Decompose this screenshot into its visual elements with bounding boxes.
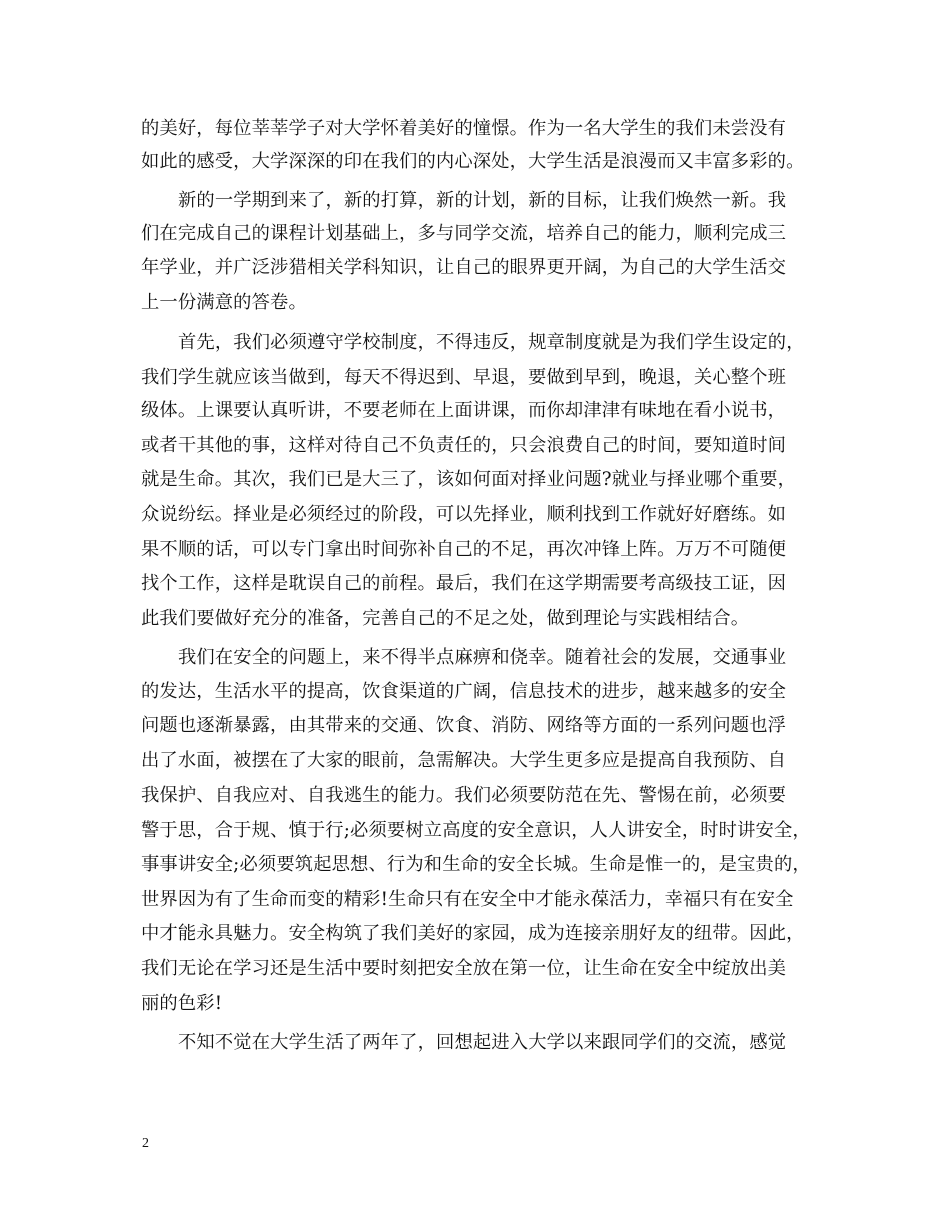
- text-line: 中才能永具魅力。安全构筑了我们美好的家园，成为连接亲朋好友的纽带。因此，: [141, 923, 805, 944]
- text-line: 就是生命。其次，我们已是大三了，该如何面对择业问题?就业与择业哪个重要，: [141, 469, 797, 490]
- text-line: 如此的感受，大学深深的印在我们的内心深处，大学生活是浪漫而又丰富多彩的。: [141, 151, 805, 172]
- text-line: 事事讲安全;必须要筑起思想、行为和生命的安全长城。生命是惟一的，是宝贵的，: [141, 854, 811, 875]
- text-line: 丽的色彩!: [141, 993, 223, 1014]
- text-line: 此我们要做好充分的准备，完善自己的不足之处，做到理论与实践相结合。: [141, 608, 750, 629]
- text-line: 们在完成自己的课程计划基础上，多与同学交流，培养自己的能力，顺利完成三: [141, 223, 787, 244]
- text-line: 我们学生就应该当做到，每天不得迟到、早退，要做到早到，晚退，关心整个班: [141, 367, 787, 388]
- text-line: 或者干其他的事，这样对待自己不负责任的，只会浪费自己的时间，要知道时间: [141, 435, 787, 456]
- page-number: 2: [142, 1136, 149, 1151]
- paragraph-first-line: 不知不觉在大学生活了两年了，回想起进入大学以来跟同学们的交流，感觉: [178, 1032, 787, 1053]
- text-line: 的发达，生活水平的提高，饮食渠道的广阔，信息技术的进步，越来越多的安全: [141, 681, 787, 702]
- text-line: 出了水面，被摆在了大家的眼前，急需解决。大学生更多应是提高自我预防、自: [141, 750, 787, 771]
- text-line: 问题也逐渐暴露，由其带来的交通、饮食、消防、网络等方面的一系列问题也浮: [141, 715, 787, 736]
- paragraph-first-line: 首先，我们必须遵守学校制度，不得违反，规章制度就是为我们学生设定的，: [178, 332, 805, 353]
- text-line: 果不顺的话，可以专门拿出时间弥补自己的不足，再次冲锋上阵。万万不可随便: [141, 539, 787, 560]
- text-line: 我保护、自我应对、自我逃生的能力。我们必须要防范在先、警惕在前，必须要: [141, 785, 787, 806]
- paragraph-first-line: 我们在安全的问题上，来不得半点麻痹和侥幸。随着社会的发展，交通事业: [178, 647, 787, 668]
- text-line: 级体。上课要认真听讲，不要老师在上面讲课，而你却津津有味地在看小说书，: [141, 400, 787, 421]
- text-line: 的美好，每位莘莘学子对大学怀着美好的憧憬。作为一名大学生的我们未尝没有: [141, 118, 787, 139]
- text-line: 我们无论在学习还是生活中要时刻把安全放在第一位，让生命在安全中绽放出美: [141, 958, 787, 979]
- paragraph-first-line: 新的一学期到来了，新的打算，新的计划，新的目标，让我们焕然一新。我: [178, 190, 787, 211]
- text-line: 年学业，并广泛涉猎相关学科知识，让自己的眼界更开阔，为自己的大学生活交: [141, 257, 787, 278]
- text-line: 警于思，合于规、慎于行;必须要树立高度的安全意识，人人讲安全，时时讲安全，: [141, 820, 811, 841]
- text-line: 世界因为有了生命而变的精彩!生命只有在安全中才能永葆活力，幸福只有在安全: [141, 889, 794, 910]
- text-line: 众说纷纭。择业是必须经过的阶段，可以先择业，顺利找到工作就好好磨练。如: [141, 504, 787, 525]
- text-line: 上一份满意的答卷。: [141, 292, 307, 313]
- text-line: 找个工作，这样是耽误自己的前程。最后，我们在这学期需要考高级技工证，因: [141, 573, 787, 594]
